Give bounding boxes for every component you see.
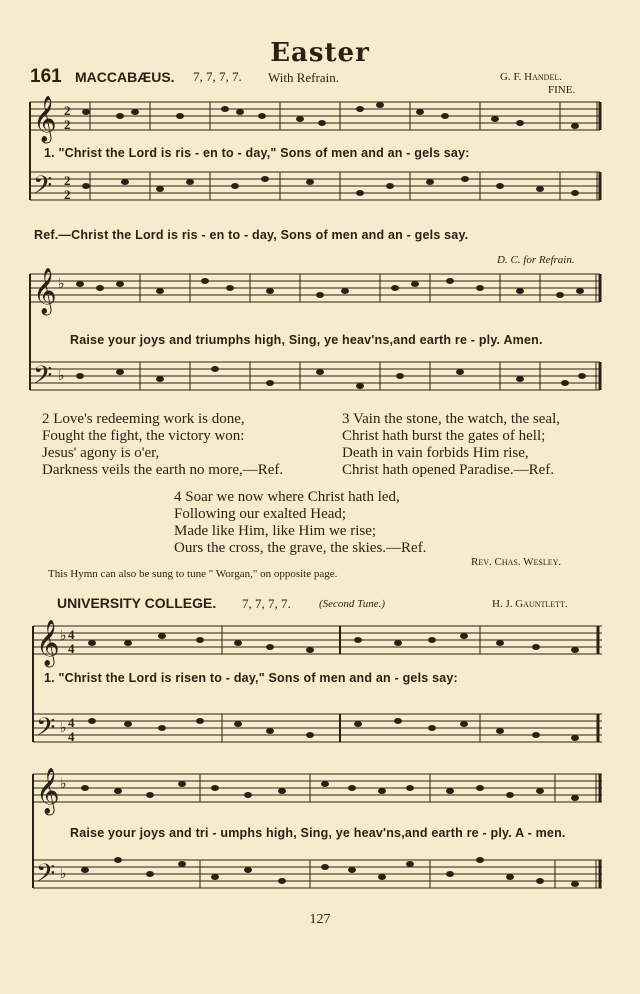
svg-text:𝄢: 𝄢 <box>36 713 56 748</box>
svg-text:𝄞: 𝄞 <box>36 768 60 814</box>
svg-text:4: 4 <box>68 715 75 730</box>
alternate-tune-note: This Hymn can also be sung to tune " Worgan," on opposite page. <box>48 568 338 580</box>
svg-text:♭: ♭ <box>60 867 67 882</box>
composer-2: H. J. Gauntlett. <box>492 598 568 610</box>
verse-2-line: Jesus' agony is o'er, <box>42 445 160 461</box>
svg-text:2: 2 <box>64 187 71 202</box>
svg-text:4: 4 <box>68 641 75 656</box>
page-number: 127 <box>309 912 331 927</box>
music-system-2 <box>0 262 640 402</box>
verse-3-line: Christ hath opened Paradise.—Ref. <box>342 462 555 478</box>
verse-4-line: Following our exalted Head; <box>174 506 347 522</box>
svg-text:2: 2 <box>64 173 71 188</box>
verse-3-line: Christ hath burst the gates of hell; <box>342 428 546 444</box>
svg-text:♭: ♭ <box>60 629 67 644</box>
second-tune-note: (Second Tune.) <box>319 598 385 610</box>
verse-4-line: 4 Soar we now where Christ hath led, <box>174 489 400 505</box>
section-title: Easter <box>270 38 370 68</box>
hymn-number: 161 <box>30 66 62 87</box>
tune-name: MACCABÆUS. <box>75 69 175 85</box>
composer: G. F. Handel. <box>500 71 562 83</box>
refrain-lyric-line: Ref.—Christ the Lord is ris - en to - day, Sons of men and an - gels say. <box>34 228 469 242</box>
lyric-line-1: 1. "Christ the Lord is ris - en to - day," Sons of men and an - gels say: <box>44 146 470 160</box>
svg-text:𝄞: 𝄞 <box>33 96 57 142</box>
meter: 7, 7, 7, 7. <box>193 69 242 84</box>
svg-text:𝄢: 𝄢 <box>36 859 56 894</box>
meter-2: 7, 7, 7, 7. <box>242 596 291 611</box>
author: Rev. Chas. Wesley. <box>471 556 562 568</box>
lyric-line-4: 1. "Christ the Lord is risen to - day," Sons of men and an - gels say: <box>44 671 458 685</box>
lyric-line-3: Raise your joys and triumphs high, Sing, ye heav'ns,and earth re - ply. Amen. <box>70 333 543 347</box>
verse-4-line: Made like Him, like Him we rise; <box>174 523 377 539</box>
verse-4-line: Ours the cross, the grave, the skies.—Ref. <box>174 540 427 556</box>
svg-text:2: 2 <box>64 117 71 132</box>
verse-2-line: Darkness veils the earth no more,—Ref. <box>42 462 284 478</box>
verse-3 <box>342 411 560 479</box>
dc-for-refrain: D. C. for Refrain. <box>497 254 575 266</box>
svg-text:𝄞: 𝄞 <box>33 268 57 314</box>
svg-text:♭: ♭ <box>58 369 65 384</box>
svg-text:𝄢: 𝄢 <box>33 361 53 396</box>
tune-name-2: UNIVERSITY COLLEGE. <box>57 595 217 611</box>
fine-marking: FINE. <box>548 84 576 96</box>
svg-text:♭: ♭ <box>60 721 67 736</box>
verse-4 <box>174 489 426 557</box>
svg-text:2: 2 <box>64 103 71 118</box>
refrain-note: With Refrain. <box>268 70 339 85</box>
svg-text:4: 4 <box>68 729 75 744</box>
verse-2-line: Fought the fight, the victory won: <box>42 428 245 444</box>
lyric-line-5: Raise your joys and tri - umphs high, Sing, ye heav'ns,and earth re - ply. A - men. <box>70 826 566 840</box>
svg-text:♭: ♭ <box>60 777 67 792</box>
svg-text:𝄞: 𝄞 <box>36 620 60 666</box>
verse-2 <box>42 411 283 479</box>
music-system-1 <box>0 88 640 248</box>
svg-text:4: 4 <box>68 627 75 642</box>
verse-3-line: Death in vain forbids Him rise, <box>342 445 529 461</box>
verse-3-line: 3 Vain the stone, the watch, the seal, <box>342 411 560 427</box>
verse-2-line: 2 Love's redeeming work is done, <box>42 411 245 427</box>
svg-text:𝄢: 𝄢 <box>33 171 53 206</box>
svg-text:♭: ♭ <box>58 277 65 292</box>
